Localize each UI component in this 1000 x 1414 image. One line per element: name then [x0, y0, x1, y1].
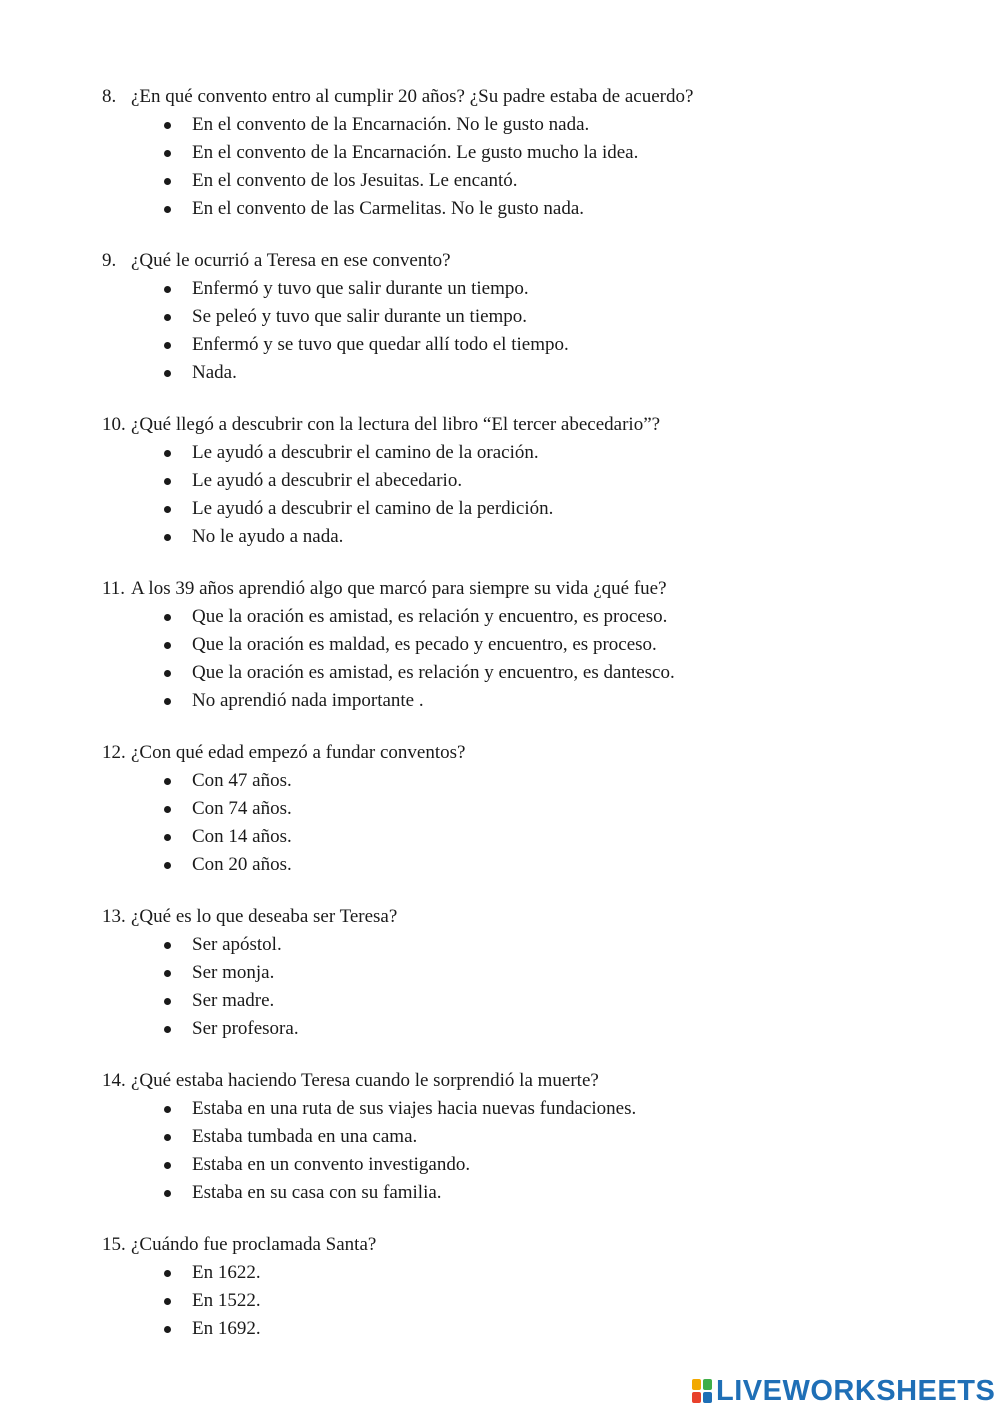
question-block	[0, 411, 1000, 551]
answer-option[interactable]	[0, 167, 1000, 195]
answer-option[interactable]	[0, 823, 1000, 851]
question-number: 8.	[102, 86, 117, 107]
brand-name: LIVEWORKSHEETS	[716, 1374, 996, 1407]
bullet-icon	[164, 370, 171, 377]
bullet-icon	[164, 614, 171, 621]
answer-options	[0, 767, 1000, 879]
bullet-icon	[164, 286, 171, 293]
answer-option-text: Nada.	[192, 362, 237, 383]
question-text: ¿Qué es lo que deseaba ser Teresa?	[131, 906, 398, 927]
question-block	[0, 83, 1000, 223]
question-line	[0, 83, 1000, 111]
answer-option[interactable]	[0, 1015, 1000, 1043]
bullet-icon	[164, 534, 171, 541]
question-number: 14.	[102, 1070, 126, 1091]
answer-option-text: Estaba en un convento investigando.	[192, 1154, 471, 1175]
answer-option-text: Con 74 años.	[192, 798, 292, 819]
answer-option[interactable]	[0, 1315, 1000, 1343]
answer-option-text: Que la oración es maldad, es pecado y encuentro, es proceso.	[192, 634, 657, 655]
answer-option[interactable]	[0, 987, 1000, 1015]
bullet-icon	[164, 314, 171, 321]
answer-option[interactable]	[0, 1123, 1000, 1151]
answer-option[interactable]	[0, 795, 1000, 823]
answer-option[interactable]	[0, 1179, 1000, 1207]
answer-option-text: Que la oración es amistad, es relación y encuentro, es proceso.	[192, 606, 668, 627]
answer-option-text: Estaba tumbada en una cama.	[192, 1126, 418, 1147]
answer-option-text: En el convento de la Encarnación. Le gusto mucho la idea.	[192, 142, 639, 163]
answer-option-text: Ser monja.	[192, 962, 275, 983]
bullet-icon	[164, 834, 171, 841]
answer-option[interactable]	[0, 603, 1000, 631]
logo-tile	[703, 1392, 712, 1403]
question-text: ¿Con qué edad empezó a fundar conventos?	[131, 742, 466, 763]
question-line	[0, 1231, 1000, 1259]
bullet-icon	[164, 1326, 171, 1333]
bullet-icon	[164, 998, 171, 1005]
answer-options	[0, 1259, 1000, 1343]
bullet-icon	[164, 642, 171, 649]
answer-option-text: Que la oración es amistad, es relación y encuentro, es dantesco.	[192, 662, 675, 683]
answer-option-text: Enfermó y se tuvo que quedar allí todo el tiempo.	[192, 334, 569, 355]
quiz-questions	[0, 83, 1000, 1367]
liveworksheets-logo-icon	[692, 1379, 712, 1403]
answer-option[interactable]	[0, 439, 1000, 467]
answer-option[interactable]	[0, 1259, 1000, 1287]
question-block	[0, 903, 1000, 1043]
answer-option-text: No le ayudo a nada.	[192, 526, 344, 547]
bullet-icon	[164, 178, 171, 185]
question-text: ¿Qué estaba haciendo Teresa cuando le sorprendió la muerte?	[131, 1070, 599, 1091]
question-text: ¿En qué convento entro al cumplir 20 años? ¿Su padre estaba de acuerdo?	[131, 86, 694, 107]
answer-options	[0, 111, 1000, 223]
logo-tile	[692, 1392, 701, 1403]
bullet-icon	[164, 206, 171, 213]
question-line	[0, 1067, 1000, 1095]
answer-option-text: Se peleó y tuvo que salir durante un tiempo.	[192, 306, 528, 327]
question-line	[0, 575, 1000, 603]
answer-option-text: Le ayudó a descubrir el camino de la perdición.	[192, 498, 554, 519]
question-block	[0, 1231, 1000, 1343]
bullet-icon	[164, 1298, 171, 1305]
question-text: ¿Qué le ocurrió a Teresa en ese convento?	[131, 250, 451, 271]
question-block	[0, 739, 1000, 879]
question-number: 15.	[102, 1234, 126, 1255]
answer-option[interactable]	[0, 275, 1000, 303]
answer-option[interactable]	[0, 523, 1000, 551]
answer-option-text: No aprendió nada importante .	[192, 690, 424, 711]
bullet-icon	[164, 670, 171, 677]
bullet-icon	[164, 970, 171, 977]
logo-tile	[692, 1379, 701, 1390]
question-block	[0, 247, 1000, 387]
answer-options	[0, 439, 1000, 551]
answer-option-text: Estaba en su casa con su familia.	[192, 1182, 442, 1203]
bullet-icon	[164, 150, 171, 157]
bullet-icon	[164, 698, 171, 705]
question-text: ¿Cuándo fue proclamada Santa?	[131, 1234, 377, 1255]
answer-option-text: Con 14 años.	[192, 826, 292, 847]
bullet-icon	[164, 1162, 171, 1169]
answer-option-text: Le ayudó a descubrir el camino de la oración.	[192, 442, 539, 463]
answer-option-text: Ser profesora.	[192, 1018, 299, 1039]
question-line	[0, 411, 1000, 439]
answer-option[interactable]	[0, 359, 1000, 387]
answer-options	[0, 275, 1000, 387]
answer-option[interactable]	[0, 195, 1000, 223]
answer-option[interactable]	[0, 851, 1000, 879]
question-number: 13.	[102, 906, 126, 927]
answer-option[interactable]	[0, 1287, 1000, 1315]
bullet-icon	[164, 1270, 171, 1277]
bullet-icon	[164, 778, 171, 785]
bullet-icon	[164, 506, 171, 513]
answer-option-text: En 1622.	[192, 1262, 261, 1283]
answer-option-text: Le ayudó a descubrir el abecedario.	[192, 470, 463, 491]
answer-option-text: Con 47 años.	[192, 770, 292, 791]
answer-option[interactable]	[0, 303, 1000, 331]
answer-option[interactable]	[0, 1095, 1000, 1123]
question-block	[0, 1067, 1000, 1207]
bullet-icon	[164, 862, 171, 869]
answer-option[interactable]	[0, 959, 1000, 987]
answer-option-text: Ser apóstol.	[192, 934, 282, 955]
bullet-icon	[164, 478, 171, 485]
answer-options	[0, 931, 1000, 1043]
bullet-icon	[164, 1106, 171, 1113]
answer-option[interactable]	[0, 659, 1000, 687]
answer-option[interactable]	[0, 331, 1000, 359]
question-text: A los 39 años aprendió algo que marcó para siempre su vida ¿qué fue?	[131, 578, 667, 599]
question-number: 12.	[102, 742, 126, 763]
question-line	[0, 247, 1000, 275]
answer-options	[0, 1095, 1000, 1207]
answer-option-text: En el convento de los Jesuitas. Le encantó.	[192, 170, 518, 191]
logo-tile	[703, 1379, 712, 1390]
answer-option[interactable]	[0, 767, 1000, 795]
answer-option[interactable]	[0, 1151, 1000, 1179]
question-block	[0, 575, 1000, 715]
answer-option-text: Ser madre.	[192, 990, 275, 1011]
answer-option-text: En el convento de la Encarnación. No le gusto nada.	[192, 114, 590, 135]
answer-options	[0, 603, 1000, 715]
answer-option[interactable]	[0, 631, 1000, 659]
question-text: ¿Qué llegó a descubrir con la lectura del libro “El tercer abecedario”?	[131, 414, 661, 435]
answer-option[interactable]	[0, 111, 1000, 139]
answer-option[interactable]	[0, 931, 1000, 959]
answer-option[interactable]	[0, 139, 1000, 167]
answer-option-text: En 1522.	[192, 1290, 261, 1311]
bullet-icon	[164, 122, 171, 129]
answer-option-text: Con 20 años.	[192, 854, 292, 875]
answer-option[interactable]	[0, 687, 1000, 715]
bullet-icon	[164, 342, 171, 349]
question-line	[0, 739, 1000, 767]
question-number: 9.	[102, 250, 117, 271]
bullet-icon	[164, 942, 171, 949]
bullet-icon	[164, 450, 171, 457]
answer-option-text: Enfermó y tuvo que salir durante un tiempo.	[192, 278, 529, 299]
bullet-icon	[164, 1134, 171, 1141]
answer-option-text: En 1692.	[192, 1318, 261, 1339]
question-number: 10.	[102, 414, 126, 435]
answer-option-text: En el convento de las Carmelitas. No le gusto nada.	[192, 198, 585, 219]
question-line	[0, 903, 1000, 931]
bullet-icon	[164, 806, 171, 813]
answer-option-text: Estaba en una ruta de sus viajes hacia nuevas fundaciones.	[192, 1098, 637, 1119]
answer-option[interactable]	[0, 467, 1000, 495]
question-number: 11.	[102, 578, 126, 599]
bullet-icon	[164, 1190, 171, 1197]
liveworksheets-brand	[692, 1374, 995, 1408]
answer-option[interactable]	[0, 495, 1000, 523]
bullet-icon	[164, 1026, 171, 1033]
